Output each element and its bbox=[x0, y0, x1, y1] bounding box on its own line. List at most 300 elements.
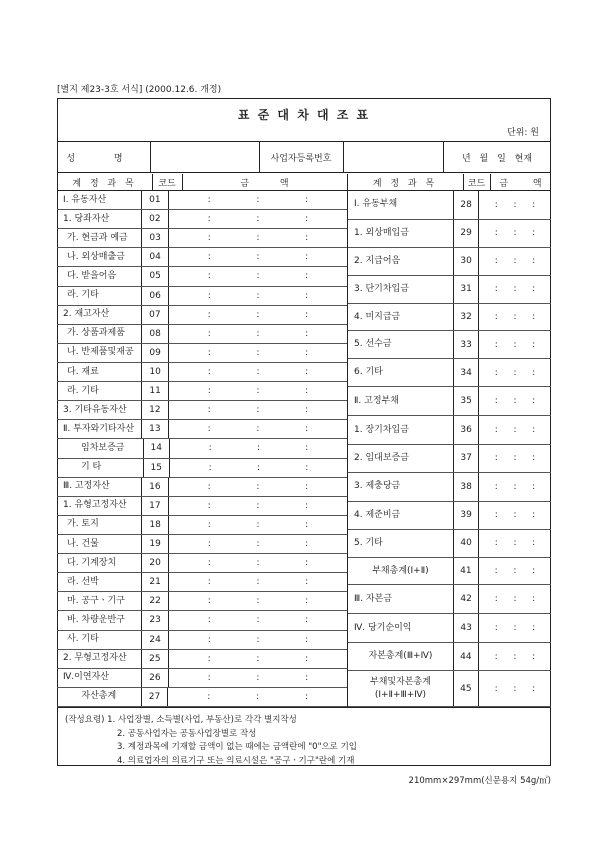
amount-separator: : bbox=[256, 309, 260, 320]
asset-row bbox=[57, 516, 347, 535]
asset-amount-field[interactable] bbox=[169, 592, 347, 610]
amount-separator: : bbox=[207, 539, 211, 550]
asset-amount-field[interactable] bbox=[169, 535, 347, 553]
amount-separator: : bbox=[207, 596, 211, 607]
asset-amount-field[interactable] bbox=[169, 363, 347, 381]
asset-row bbox=[57, 650, 347, 669]
amount-separator: : bbox=[305, 481, 309, 492]
amount-separator: : bbox=[207, 271, 211, 282]
amount-separator: : bbox=[256, 653, 260, 664]
asset-account-name: 3. 기타유동자산 bbox=[57, 401, 142, 419]
amount-header-left: 금 액 bbox=[240, 178, 289, 189]
asset-account-name: 나. 반제품및재공 bbox=[57, 344, 142, 362]
liability-account-code: 38 bbox=[454, 473, 479, 501]
amount-separator: : bbox=[532, 228, 536, 239]
liability-account-code: 39 bbox=[454, 502, 479, 529]
amount-separator: : bbox=[532, 651, 536, 662]
amount-separator: : bbox=[532, 510, 536, 521]
amount-separator: : bbox=[256, 252, 260, 263]
amount-separator: : bbox=[305, 386, 309, 397]
asset-account-code: 17 bbox=[142, 497, 169, 515]
amount-separator: : bbox=[305, 615, 309, 626]
asset-amount-field[interactable] bbox=[169, 229, 347, 247]
amount-separator: : bbox=[207, 519, 211, 530]
liability-amount-field[interactable] bbox=[479, 502, 551, 529]
amount-separator: : bbox=[532, 566, 536, 577]
asset-row bbox=[57, 478, 347, 497]
asset-account-name: 라. 선박 bbox=[57, 573, 142, 591]
amount-separator: : bbox=[513, 623, 517, 634]
liability-row bbox=[348, 585, 551, 614]
amount-separator: : bbox=[513, 256, 517, 267]
liability-account-code: 34 bbox=[454, 359, 479, 386]
asset-row bbox=[57, 573, 347, 592]
asset-row bbox=[57, 459, 347, 478]
amount-separator: : bbox=[513, 339, 517, 350]
liability-account-name: 2. 임대보증금 bbox=[348, 445, 454, 472]
account-header-right: 계 정 과 목 bbox=[372, 178, 438, 189]
asset-account-name: 다. 받을어음 bbox=[57, 267, 142, 285]
amount-separator: : bbox=[305, 367, 309, 378]
amount-separator: : bbox=[305, 672, 309, 683]
liability-account-name: Ⅰ. 유동부채 bbox=[348, 191, 454, 219]
liability-amount-field[interactable] bbox=[479, 331, 551, 358]
amount-separator: : bbox=[207, 367, 211, 378]
liability-row bbox=[348, 445, 551, 473]
amount-separator: : bbox=[256, 233, 260, 244]
asset-row bbox=[57, 229, 347, 248]
asset-row bbox=[57, 363, 347, 382]
code-header-right: 코드 bbox=[467, 178, 486, 189]
amount-separator: : bbox=[208, 462, 212, 473]
amount-separator: : bbox=[532, 199, 536, 210]
amount-separator: : bbox=[494, 651, 498, 662]
name-label: 성 명 bbox=[66, 153, 141, 164]
liability-account-code: 45 bbox=[454, 671, 479, 706]
amount-separator: : bbox=[207, 347, 211, 358]
liability-row bbox=[348, 220, 551, 248]
amount-separator: : bbox=[207, 195, 211, 206]
liability-account-name: 5. 선수금 bbox=[348, 331, 454, 358]
asset-row bbox=[57, 401, 347, 420]
paper-size-note: 210mm×297mm(신문용지 54g/㎡) bbox=[408, 776, 551, 786]
liability-account-code: 41 bbox=[454, 558, 479, 585]
asset-account-code: 05 bbox=[142, 267, 169, 285]
instruction-1: (작성요령) 1. 사업장별, 소득별(사업, 부동산)로 각각 별지작성 bbox=[65, 715, 297, 725]
asset-account-code: 11 bbox=[142, 382, 169, 400]
amount-separator: : bbox=[305, 347, 309, 358]
amount-separator: : bbox=[207, 481, 211, 492]
liability-row bbox=[348, 416, 551, 445]
instruction-4: 4. 의료업자의 의료기구 또는 의료시설은 "공구ㆍ기구"란에 기재 bbox=[117, 756, 355, 766]
liability-account-name: 1. 장기차입금 bbox=[348, 416, 454, 444]
liability-amount-field[interactable] bbox=[479, 558, 551, 585]
amount-separator: : bbox=[513, 367, 517, 378]
amount-separator: : bbox=[494, 683, 498, 694]
asset-amount-field[interactable] bbox=[169, 210, 347, 228]
liability-row bbox=[348, 387, 551, 416]
amount-separator: : bbox=[256, 328, 260, 339]
amount-separator: : bbox=[494, 481, 498, 492]
amount-separator: : bbox=[207, 634, 211, 645]
asset-row bbox=[57, 611, 347, 630]
asset-account-name: 2. 재고자산 bbox=[57, 306, 142, 324]
asset-amount-field[interactable] bbox=[168, 688, 347, 706]
asset-amount-field[interactable] bbox=[169, 248, 347, 266]
amount-separator: : bbox=[494, 425, 498, 436]
liability-account-name: 부채및자본총계 (Ⅰ+Ⅱ+Ⅲ+Ⅳ) bbox=[348, 671, 454, 706]
asset-row bbox=[57, 420, 347, 439]
amount-separator: : bbox=[532, 312, 536, 322]
amount-separator: : bbox=[494, 312, 498, 322]
liability-account-code: 40 bbox=[454, 530, 479, 557]
amount-separator: : bbox=[256, 672, 260, 683]
amount-separator: : bbox=[305, 328, 309, 339]
amount-separator: : bbox=[208, 443, 212, 454]
code-header-left: 코드 bbox=[158, 178, 176, 189]
liability-row bbox=[348, 614, 551, 643]
liability-row bbox=[348, 671, 551, 707]
liability-row bbox=[348, 530, 551, 558]
asset-account-code: 09 bbox=[142, 344, 169, 362]
liability-account-code: 43 bbox=[454, 614, 479, 642]
liability-amount-field[interactable] bbox=[479, 473, 551, 501]
asset-account-name: 마. 공구ㆍ기구 bbox=[57, 592, 142, 610]
amount-separator: : bbox=[256, 577, 260, 588]
amount-separator: : bbox=[256, 519, 260, 530]
liability-account-name: 3. 단기차입금 bbox=[348, 276, 454, 303]
amount-separator: : bbox=[256, 615, 260, 626]
liability-account-name: Ⅲ. 자본금 bbox=[348, 585, 454, 613]
asset-account-name: 라. 기타 bbox=[57, 287, 142, 305]
amount-separator: : bbox=[256, 558, 260, 569]
asset-account-code: 18 bbox=[142, 516, 169, 534]
amount-separator: : bbox=[305, 596, 309, 607]
asset-account-code: 16 bbox=[142, 478, 169, 496]
liability-amount-field[interactable] bbox=[479, 416, 551, 444]
liability-account-name: Ⅱ. 고정부채 bbox=[348, 387, 454, 415]
amount-separator: : bbox=[256, 500, 260, 511]
amount-separator: : bbox=[532, 367, 536, 378]
amount-separator: : bbox=[256, 405, 260, 416]
liability-row bbox=[348, 276, 551, 304]
unit-label: 단위: 원 bbox=[507, 128, 539, 138]
liability-amount-field[interactable] bbox=[479, 191, 551, 219]
amount-separator: : bbox=[207, 214, 211, 225]
asset-row bbox=[57, 535, 347, 554]
asset-account-name: Ⅲ. 고정자산 bbox=[57, 478, 142, 496]
info-row bbox=[57, 142, 551, 173]
amount-separator: : bbox=[256, 367, 260, 378]
amount-separator: : bbox=[305, 558, 309, 569]
asset-account-code: 27 bbox=[142, 688, 169, 706]
amount-separator: : bbox=[494, 367, 498, 378]
amount-separator: : bbox=[305, 233, 309, 244]
asset-amount-field[interactable] bbox=[169, 669, 347, 687]
liability-amount-field[interactable] bbox=[479, 304, 551, 331]
asset-account-code: 08 bbox=[142, 325, 169, 343]
amount-separator: : bbox=[305, 634, 309, 645]
amount-separator: : bbox=[494, 453, 498, 464]
form-title: 표 준 대 차 대 조 표 bbox=[237, 108, 371, 122]
amount-separator: : bbox=[207, 405, 211, 416]
asset-row bbox=[57, 497, 347, 516]
title-row bbox=[57, 98, 551, 142]
liability-amount-field[interactable] bbox=[479, 276, 551, 303]
liability-amount-field[interactable] bbox=[479, 220, 551, 247]
asset-account-code: 20 bbox=[142, 554, 169, 572]
amount-separator: : bbox=[532, 594, 536, 605]
amount-separator: : bbox=[513, 481, 517, 492]
liability-row bbox=[348, 248, 551, 276]
amount-separator: : bbox=[532, 284, 536, 295]
asset-amount-field[interactable] bbox=[169, 554, 347, 572]
asset-account-code: 26 bbox=[142, 669, 169, 687]
balance-sheet-grid bbox=[57, 191, 551, 707]
amount-separator: : bbox=[513, 284, 517, 295]
date-label: 년 월 일 현재 bbox=[461, 153, 533, 164]
amount-separator: : bbox=[532, 339, 536, 350]
asset-row bbox=[57, 210, 347, 229]
amount-separator: : bbox=[305, 271, 309, 282]
amount-separator: : bbox=[532, 256, 536, 267]
asset-account-code: 23 bbox=[142, 611, 169, 629]
amount-separator: : bbox=[305, 424, 309, 435]
asset-account-code: 07 bbox=[142, 306, 169, 324]
liability-amount-field[interactable] bbox=[479, 445, 551, 472]
asset-account-code: 14 bbox=[144, 439, 170, 457]
amount-separator: : bbox=[494, 199, 498, 210]
amount-separator: : bbox=[305, 539, 309, 550]
asset-amount-field[interactable] bbox=[169, 497, 347, 515]
amount-separator: : bbox=[305, 214, 309, 225]
asset-account-code: 03 bbox=[142, 229, 169, 247]
amount-separator: : bbox=[207, 500, 211, 511]
amount-separator: : bbox=[305, 653, 309, 664]
asset-row bbox=[57, 287, 347, 306]
liability-row bbox=[348, 643, 551, 671]
liability-amount-field[interactable] bbox=[479, 387, 551, 415]
amount-separator: : bbox=[207, 233, 211, 244]
asset-account-code: 13 bbox=[142, 420, 169, 438]
amount-separator: : bbox=[256, 424, 260, 435]
liability-amount-field[interactable] bbox=[479, 643, 551, 670]
amount-separator: : bbox=[207, 653, 211, 664]
asset-account-name: 자산총계 bbox=[57, 688, 142, 706]
amount-separator: : bbox=[532, 623, 536, 634]
asset-row bbox=[57, 592, 347, 611]
asset-amount-field[interactable] bbox=[169, 382, 347, 400]
asset-amount-field[interactable] bbox=[169, 191, 347, 209]
asset-amount-field[interactable] bbox=[169, 573, 347, 591]
asset-account-name: Ⅰ. 유동자산 bbox=[57, 191, 142, 209]
asset-row bbox=[57, 267, 347, 286]
asset-account-name: 1. 당좌자산 bbox=[57, 210, 142, 228]
amount-separator: : bbox=[494, 284, 498, 295]
asset-account-name: 1. 유형고정자산 bbox=[57, 497, 142, 515]
amount-separator: : bbox=[207, 615, 211, 626]
amount-separator: : bbox=[207, 672, 211, 683]
asset-account-name: 2. 무형고정자산 bbox=[57, 650, 142, 668]
liability-account-code: 32 bbox=[454, 304, 479, 331]
asset-row bbox=[57, 554, 347, 573]
liability-account-name: 5. 기타 bbox=[348, 530, 454, 557]
amount-separator: : bbox=[513, 396, 517, 407]
amount-separator: : bbox=[513, 453, 517, 464]
amount-separator: : bbox=[207, 309, 211, 320]
liability-account-name: 3. 제충당금 bbox=[348, 473, 454, 501]
liability-amount-field[interactable] bbox=[479, 248, 551, 275]
asset-amount-field[interactable] bbox=[169, 650, 347, 668]
liability-account-code: 37 bbox=[454, 445, 479, 472]
liability-row bbox=[348, 473, 551, 502]
asset-amount-field[interactable] bbox=[169, 401, 347, 419]
asset-account-code: 22 bbox=[142, 592, 169, 610]
bizno-field[interactable] bbox=[343, 142, 443, 172]
amount-separator: : bbox=[256, 443, 260, 454]
account-header-left: 계 정 과 목 bbox=[72, 178, 137, 189]
instruction-3: 3. 계정과목에 기재할 금액이 없는 때에는 금액란에 "0"으로 기입 bbox=[117, 742, 358, 752]
amount-separator: : bbox=[207, 691, 211, 702]
amount-separator: : bbox=[513, 425, 517, 436]
liability-account-name: 4. 제준비금 bbox=[348, 502, 454, 529]
liability-account-code: 36 bbox=[454, 416, 479, 444]
asset-account-code: 04 bbox=[142, 248, 169, 266]
liability-account-code: 31 bbox=[454, 276, 479, 303]
name-field[interactable] bbox=[150, 142, 259, 172]
asset-account-code: 19 bbox=[142, 535, 169, 553]
amount-separator: : bbox=[305, 500, 309, 511]
asset-amount-field[interactable] bbox=[170, 439, 347, 457]
amount-separator: : bbox=[494, 594, 498, 605]
amount-separator: : bbox=[494, 396, 498, 407]
asset-account-name: 가. 현금과 예금 bbox=[57, 229, 142, 247]
asset-amount-field[interactable] bbox=[169, 306, 347, 324]
amount-separator: : bbox=[207, 558, 211, 569]
amount-separator: : bbox=[256, 271, 260, 282]
liability-amount-field[interactable] bbox=[479, 359, 551, 386]
asset-amount-field[interactable] bbox=[169, 420, 347, 438]
asset-account-code: 12 bbox=[142, 401, 169, 419]
amount-separator: : bbox=[305, 462, 309, 473]
asset-row bbox=[57, 325, 347, 344]
asset-account-code: 21 bbox=[142, 573, 169, 591]
amount-separator: : bbox=[494, 256, 498, 267]
asset-account-name: 임차보증금 bbox=[57, 439, 144, 457]
asset-row bbox=[57, 306, 347, 325]
asset-amount-field[interactable] bbox=[169, 611, 347, 629]
amount-separator: : bbox=[532, 683, 536, 694]
liability-account-code: 42 bbox=[454, 585, 479, 613]
asset-account-code: 01 bbox=[142, 191, 169, 209]
liability-amount-field[interactable] bbox=[479, 671, 551, 706]
liability-account-code: 44 bbox=[454, 643, 479, 670]
amount-separator: : bbox=[305, 405, 309, 416]
liability-amount-field[interactable] bbox=[479, 585, 551, 613]
asset-amount-field[interactable] bbox=[169, 267, 347, 285]
form-number-note: [별지 제23-3호 서식] (2000.12.6. 개정) bbox=[57, 85, 222, 95]
asset-account-code: 06 bbox=[142, 287, 169, 305]
asset-account-code: 10 bbox=[142, 363, 169, 381]
asset-account-code: 15 bbox=[144, 459, 170, 477]
liability-account-name: 4. 미지급금 bbox=[348, 304, 454, 331]
amount-separator: : bbox=[532, 453, 536, 464]
asset-row bbox=[57, 631, 347, 650]
liability-amount-field[interactable] bbox=[479, 530, 551, 557]
liability-row bbox=[348, 191, 551, 220]
amount-separator: : bbox=[532, 538, 536, 549]
asset-account-name: Ⅳ.이연자산 bbox=[57, 669, 142, 687]
amount-separator: : bbox=[532, 396, 536, 407]
liability-account-name: 6. 기타 bbox=[348, 359, 454, 386]
bizno-label: 사업자등록번호 bbox=[270, 153, 332, 164]
amount-separator: : bbox=[256, 386, 260, 397]
liability-row bbox=[348, 359, 551, 387]
amount-separator: : bbox=[256, 462, 260, 473]
asset-amount-field[interactable] bbox=[169, 516, 347, 534]
asset-amount-field[interactable] bbox=[169, 478, 347, 496]
amount-separator: : bbox=[207, 386, 211, 397]
amount-separator: : bbox=[256, 481, 260, 492]
amount-separator: : bbox=[305, 309, 309, 320]
asset-amount-field[interactable] bbox=[169, 287, 347, 305]
asset-account-name: 가. 상품과제품 bbox=[57, 325, 142, 343]
asset-account-name: 다. 재료 bbox=[57, 363, 142, 381]
amount-separator: : bbox=[513, 228, 517, 239]
asset-account-code: 25 bbox=[142, 650, 169, 668]
asset-account-code: 02 bbox=[142, 210, 169, 228]
asset-account-name: 나. 외상매출금 bbox=[57, 248, 142, 266]
amount-separator: : bbox=[513, 199, 517, 210]
amount-separator: : bbox=[494, 510, 498, 521]
instruction-2: 2. 공동사업자는 공동사업장별로 작성 bbox=[117, 729, 257, 739]
amount-separator: : bbox=[256, 195, 260, 206]
amount-separator: : bbox=[207, 328, 211, 339]
asset-account-name: Ⅱ. 투자와기타자산 bbox=[57, 420, 142, 438]
asset-amount-field[interactable] bbox=[170, 459, 347, 477]
amount-separator: : bbox=[256, 290, 260, 301]
asset-row bbox=[57, 191, 347, 210]
liability-amount-field[interactable] bbox=[479, 614, 551, 642]
asset-row bbox=[57, 669, 347, 688]
asset-row bbox=[57, 344, 347, 363]
asset-amount-field[interactable] bbox=[169, 325, 347, 343]
liability-account-name: Ⅳ. 당기순이익 bbox=[348, 614, 454, 642]
asset-row bbox=[57, 439, 347, 458]
amount-separator: : bbox=[207, 577, 211, 588]
amount-separator: : bbox=[305, 519, 309, 530]
liability-account-code: 30 bbox=[454, 248, 479, 275]
amount-separator: : bbox=[256, 539, 260, 550]
asset-row bbox=[57, 248, 347, 267]
amount-separator: : bbox=[256, 596, 260, 607]
asset-row bbox=[57, 688, 347, 707]
asset-amount-field[interactable] bbox=[169, 631, 347, 649]
amount-separator: : bbox=[305, 691, 309, 702]
asset-amount-field[interactable] bbox=[169, 344, 347, 362]
asset-account-name: 라. 기타 bbox=[57, 382, 142, 400]
asset-account-code: 24 bbox=[142, 631, 169, 649]
amount-separator: : bbox=[207, 252, 211, 263]
asset-account-name: 나. 건물 bbox=[57, 535, 142, 553]
liability-account-code: 33 bbox=[454, 331, 479, 358]
liability-account-name: 부채총계(Ⅰ+Ⅱ) bbox=[348, 558, 454, 585]
asset-account-name: 사. 기타 bbox=[57, 631, 142, 649]
amount-separator: : bbox=[256, 634, 260, 645]
liability-account-code: 28 bbox=[454, 191, 479, 219]
amount-separator: : bbox=[494, 538, 498, 549]
liability-row bbox=[348, 304, 551, 332]
